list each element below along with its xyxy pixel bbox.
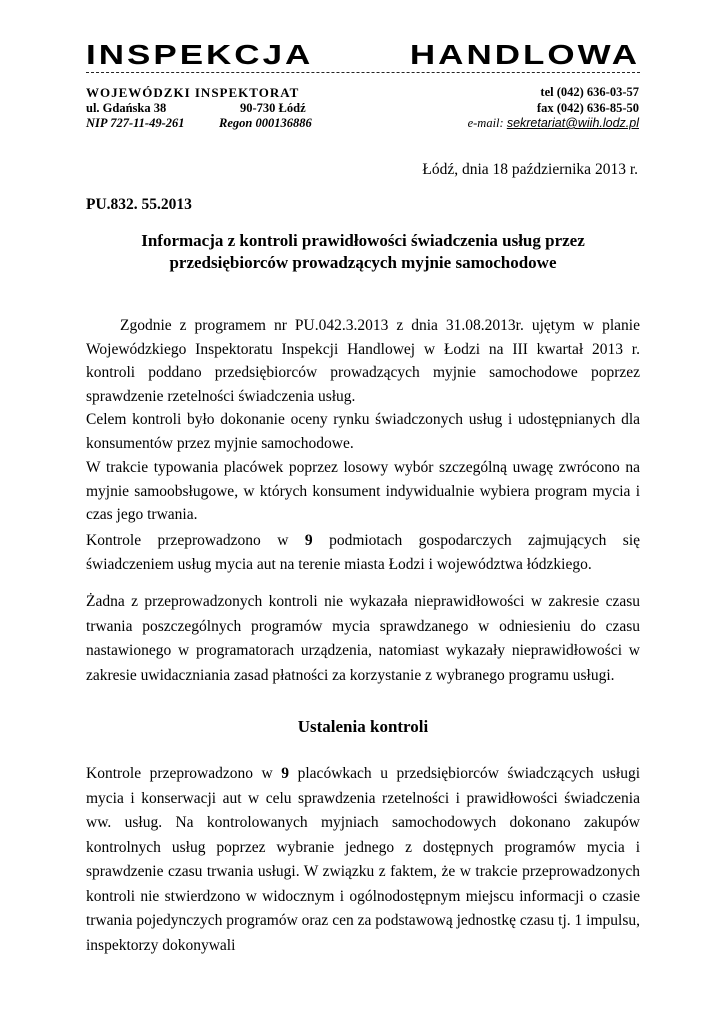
- address-street: ul. Gdańska 38: [86, 101, 167, 115]
- paragraph-6-count: 9: [281, 765, 290, 782]
- title-line-2: przedsiębiorców prowadzących myjnie samochodowe: [169, 253, 557, 272]
- paragraph-2: Celem kontroli było dokonanie oceny rynku świadczonych usług i udostępnianych dla konsumentów przez myjnie samochodowe.: [86, 411, 640, 452]
- reference-number: PU.832. 55.2013: [86, 196, 192, 213]
- email-line: [468, 116, 639, 131]
- title-line-1: Informacja z kontroli prawidłowości świadczenia usług przez: [141, 231, 585, 250]
- agency-logo: [86, 40, 640, 71]
- email-link[interactable]: sekretariat@wiih.lodz.pl: [506, 116, 639, 130]
- nip-number: NIP 727-11-49-261: [86, 116, 185, 130]
- paragraph-4-count: 9: [304, 532, 313, 549]
- paragraph-4-start: Kontrole przeprowadzono w: [86, 532, 289, 549]
- paragraph-4: [86, 529, 640, 576]
- document-title: [86, 230, 640, 274]
- agency-name: WOJEWÓDZKI INSPEKTORAT: [86, 85, 300, 100]
- paragraph-4-end: podmiotach gospodarczych zajmujących się świadczeniem usług mycia aut na terenie miasta Łodzi i województwa łódzkiego.: [86, 532, 641, 573]
- paragraph-6-start: Kontrole przeprowadzono w: [86, 765, 273, 782]
- header-divider: [86, 72, 640, 73]
- document-date: Łódź, dnia 18 października 2013 r.: [422, 161, 638, 178]
- paragraph-1: Zgodnie z programem nr PU.042.3.2013 z dnia 31.08.2013r. ujętym w planie Wojewódzkiego Inspektoratu Inspekcji Handlowej w Łodzi na III kwartał 2013 r. kontroli poddano przedsiębiorców prowadzących myjnie samochodowe poprzez sprawdzenie rzetelności świadczenia usług.: [86, 317, 640, 405]
- paragraph-3: W trakcie typowania placówek poprzez losowy wybór szczególną uwagę zwrócono na myjnie samoobsługowe, w których konsument indywidualnie wybiera program mycia i czas jego trwania.: [86, 459, 640, 523]
- section-heading: Ustalenia kontroli: [297, 717, 429, 736]
- address-city: 90-730 Łódź: [240, 101, 306, 115]
- paragraph-6: [86, 762, 640, 958]
- paragraph-6-end: placówkach u przedsiębiorców świadczących usługi mycia i konserwacji aut w celu sprawdzenia rzetelności i prawidłowości świadczenia ww. usług. Na kontrolowanych myjniach samochodowych dokonano zakupów kontrolnych usług poprzez wybranie jednego z dostępnych programów mycia i sprawdzenie czasu trwania usługi. W związku z faktem, że w trakcie przeprowadzonych kontroli nie stwierdzono w widocznym i ogólnodostępnym miejscu informacji o czasie trwania pojedynczych programów oraz cen za podstawową jednostkę czasu tj. 1 impulsu, inspektorzy dokonywali: [86, 765, 641, 954]
- telephone: tel (042) 636-03-57: [540, 85, 639, 99]
- logo-word-1: INSPEKCJA: [86, 40, 314, 71]
- email-label: e-mail:: [467, 116, 504, 130]
- fax: fax (042) 636-85-50: [536, 101, 639, 115]
- paragraph-5: Żadna z przeprowadzonych kontroli nie wykazała nieprawidłowości w zakresie czasu trwania poszczególnych programów mycia sprawdzanego w odniesieniu do czasu nastawionego w programatorach urządzenia, natomiast wykazały nieprawidłowości w zakresie uwidaczniania zasad płatności za korzystanie z wybranego programu usługi.: [86, 593, 640, 684]
- logo-word-2: HANDLOWA: [409, 40, 640, 71]
- regon-number: Regon 000136886: [219, 116, 312, 130]
